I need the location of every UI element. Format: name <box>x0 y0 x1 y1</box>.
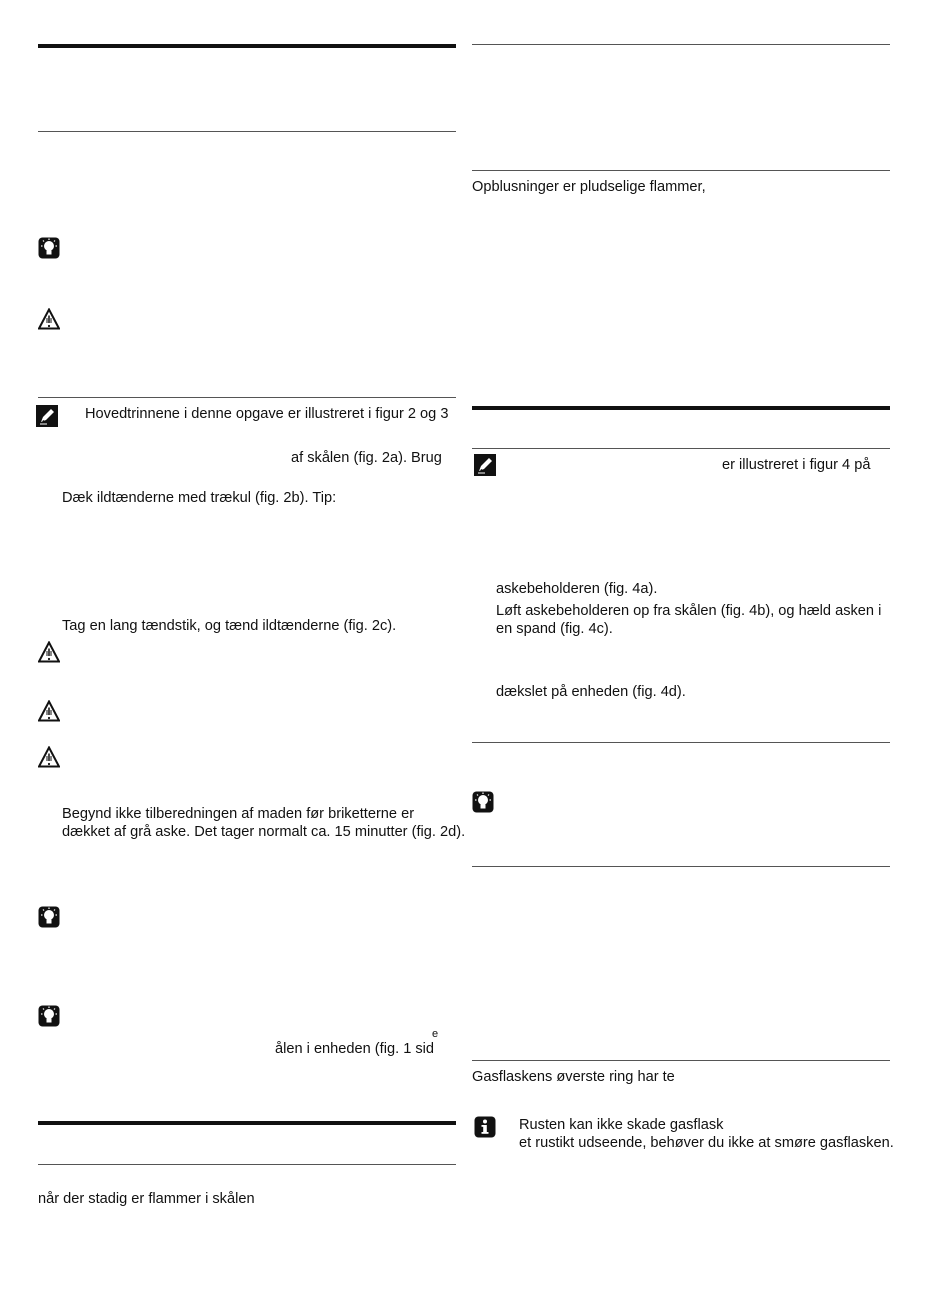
subsection-rule <box>472 44 890 45</box>
tip-lightbulb-icon <box>38 1005 60 1027</box>
bowl-fragment-text <box>275 1041 434 1059</box>
subsection-rule <box>472 1060 890 1061</box>
cover-charcoal-text: Dæk ildtænderne med trækul (fig. 2b). Tip: <box>62 490 337 506</box>
subsection-rule <box>38 131 456 132</box>
subsection-rule <box>472 448 890 449</box>
tip-lightbulb-icon <box>472 791 494 813</box>
section-rule-bottom-left <box>38 1121 456 1125</box>
section-rule-top-left <box>38 44 456 48</box>
bowl-fragment-main: ålen i enheden (fig. 1 sid <box>275 1041 435 1057</box>
subsection-rule <box>38 397 456 398</box>
gas-ring-text: Gasflaskens øverste ring har te <box>472 1069 675 1085</box>
lift-text-line-2: en spand (fig. 4c). <box>496 621 613 637</box>
section-rule-top-right <box>472 406 890 410</box>
warning-triangle-icon <box>38 700 60 722</box>
warning-triangle-icon <box>38 641 60 663</box>
rust-text-line-1: Rusten kan ikke skade gasflask <box>519 1117 724 1133</box>
step-fragment-text: af skålen (fig. 2a). Brug <box>291 450 442 466</box>
lid-fig4d-text: dækslet på enheden (fig. 4d). <box>496 684 686 700</box>
tip-lightbulb-icon <box>38 906 60 928</box>
tip-lightbulb-icon <box>38 237 60 259</box>
light-starters-text: Tag en lang tændstik, og tænd ildtænderne (fig. 2c). <box>62 618 397 634</box>
bowl-fragment-superscript: e <box>432 1028 439 1040</box>
flareups-text: Opblusninger er pludselige flammer, <box>472 179 706 195</box>
info-icon <box>474 1116 496 1138</box>
note-pencil-icon <box>474 454 496 476</box>
subsection-rule <box>472 742 890 743</box>
step-intro-text: Hovedtrinnene i denne opgave er illustreret i figur 2 og 3 <box>85 406 449 422</box>
warning-triangle-icon <box>38 746 60 768</box>
subsection-rule <box>38 1164 456 1165</box>
flames-note-text: når der stadig er flammer i skålen <box>38 1191 255 1207</box>
subsection-rule <box>472 866 890 867</box>
subsection-rule <box>472 170 890 171</box>
figure4-intro-text: er illustreret i figur 4 på <box>722 457 871 473</box>
rust-text-line-2: et rustikt udseende, behøver du ikke at smøre gasflasken. <box>519 1135 894 1151</box>
ash-fig4a-text: askebeholderen (fig. 4a). <box>496 581 658 597</box>
warning-triangle-icon <box>38 308 60 330</box>
note-pencil-icon <box>36 405 58 427</box>
cooking-text-line-2: dækket af grå aske. Det tager normalt ca. 15 minutter (fig. 2d). <box>62 824 466 840</box>
cooking-text-line-1: Begynd ikke tilberedningen af maden før briketterne er <box>62 806 415 822</box>
lift-text-line-1: Løft askebeholderen op fra skålen (fig. 4b), og hæld asken i <box>496 603 882 619</box>
